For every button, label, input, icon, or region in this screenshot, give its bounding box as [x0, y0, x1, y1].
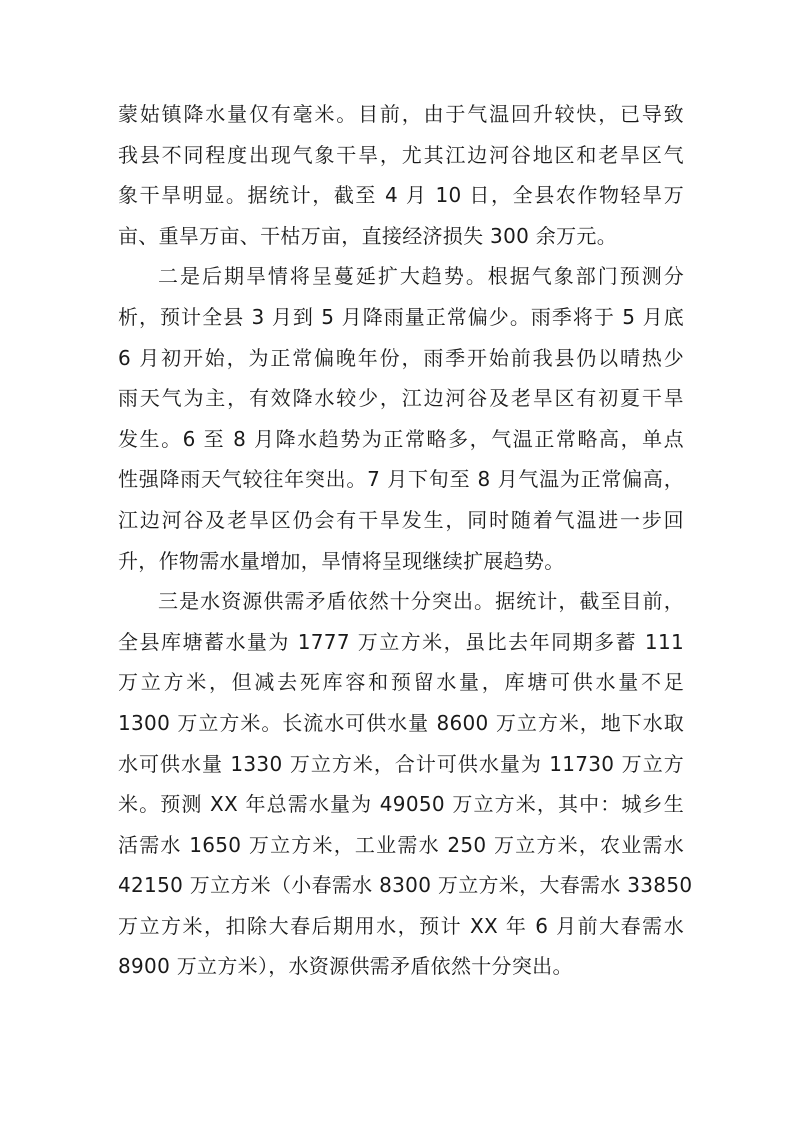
text-line: 我县不同程度出现气象干旱，尤其江边河谷地区和老旱区气	[118, 142, 684, 167]
text-line: 性强降雨天气较往年突出。7 月下旬至 8 月气温为正常偏高，	[118, 467, 684, 492]
text-line: 米。预测 XX 年总需水量为 49050 万立方米，其中：城乡生	[118, 792, 684, 817]
text-line: 水可供水量 1330 万立方米，合计可供水量为 11730 万立方	[118, 751, 684, 776]
text-line: 象干旱明显。据统计，截至 4 月 10 日，全县农作物轻旱万	[118, 183, 684, 208]
text-line: 二是后期旱情将呈蔓延扩大趋势。根据气象部门预测分	[158, 264, 684, 289]
text-line: 活需水 1650 万立方米，工业需水 250 万立方米，农业需水	[118, 832, 684, 857]
text-line: 三是水资源供需矛盾依然十分突出。据统计，截至目前，	[158, 589, 684, 614]
text-line: 雨天气为主，有效降水较少，江边河谷及老旱区有初夏干旱	[118, 386, 684, 411]
text-line: 蒙姑镇降水量仅有毫米。目前，由于气温回升较快，已导致	[118, 102, 684, 126]
text-line: 亩、重旱万亩、干枯万亩，直接经济损失 300 余万元。	[118, 223, 617, 248]
text-line: 8900 万立方米），水资源供需矛盾依然十分突出。	[118, 954, 573, 979]
text-line: 析，预计全县 3 月到 5 月降雨量正常偏少。雨季将于 5 月底	[118, 304, 684, 329]
text-line: 发生。6 至 8 月降水趋势为正常略多，气温正常略高，单点	[118, 426, 684, 451]
text-line: 江边河谷及老旱区仍会有干旱发生，同时随着气温进一步回	[118, 507, 684, 532]
text-line: 42150 万立方米（小春需水 8300 万立方米，大春需水 33850	[118, 873, 693, 898]
text-line: 万立方米，但减去死库容和预留水量，库塘可供水量不足	[118, 670, 684, 695]
text-line: 全县库塘蓄水量为 1777 万立方米，虽比去年同期多蓄 111	[118, 629, 684, 654]
text-line: 1300 万立方米。长流水可供水量 8600 万立方米，地下水取	[118, 710, 684, 735]
paragraph-drought-trend	[118, 256, 684, 581]
paragraph-water-supply	[118, 581, 693, 987]
paragraph-drought-status	[118, 94, 684, 256]
text-line: 万立方米，扣除大春后期用水，预计 XX 年 6 月前大春需水	[118, 913, 684, 938]
text-line: 升，作物需水量增加，旱情将呈现继续扩展趋势。	[118, 548, 565, 573]
document-body	[118, 94, 693, 987]
text-line: 6 月初开始，为正常偏晚年份，雨季开始前我县仍以晴热少	[118, 345, 684, 370]
